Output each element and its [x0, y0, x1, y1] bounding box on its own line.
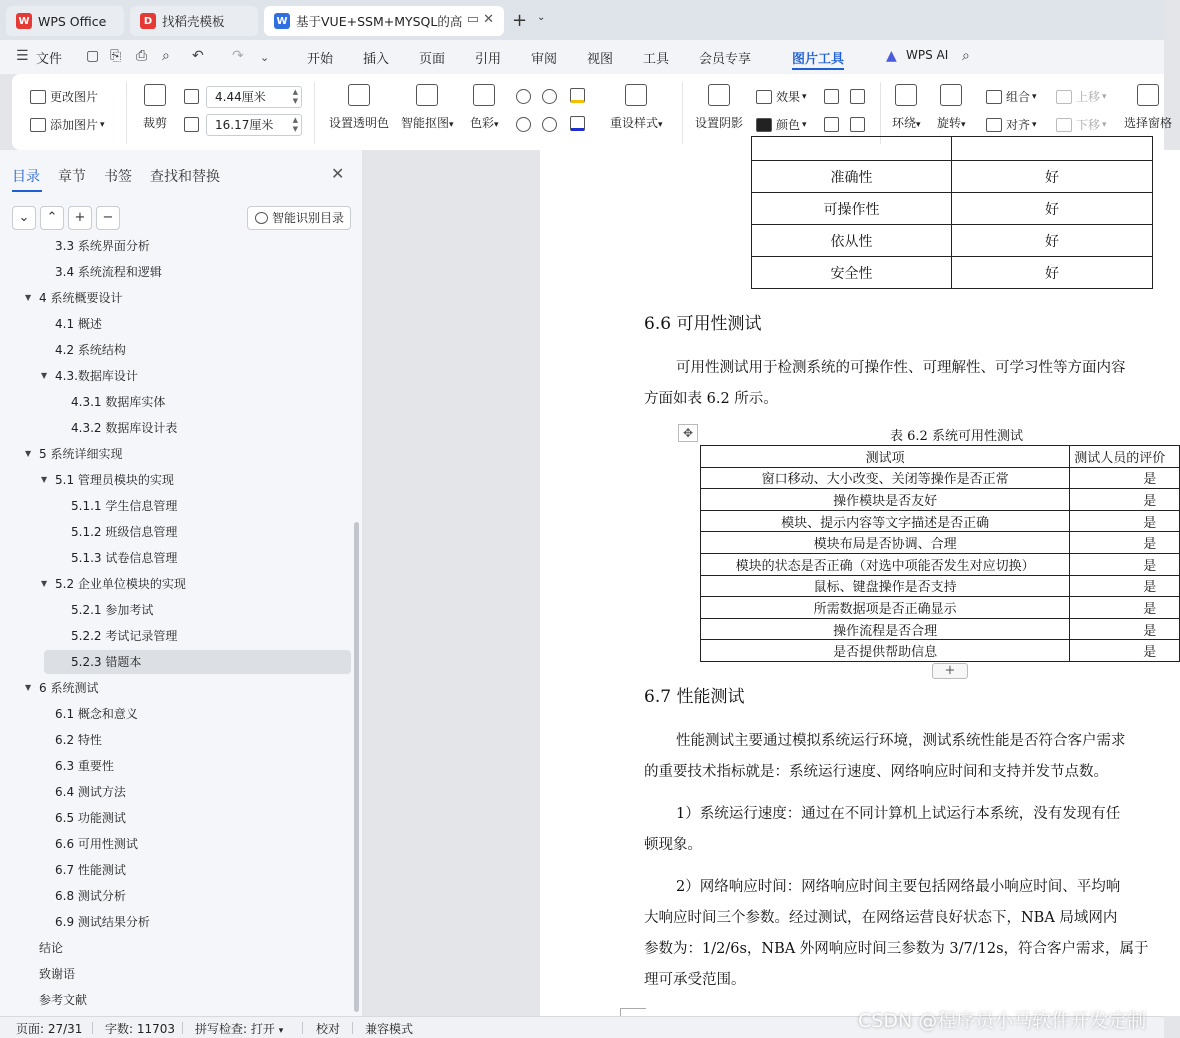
table-cell: 操作模块是否友好	[701, 489, 1070, 511]
align-label: 对齐	[1006, 118, 1031, 132]
tab-document-label: 基于VUE+SSM+MYSQL的高	[296, 14, 463, 29]
toc-label: 6 系统测试	[39, 681, 99, 695]
crop-label: 裁剪	[143, 116, 168, 130]
height-value: 4.44厘米	[215, 90, 266, 104]
color-button[interactable]	[470, 84, 499, 131]
separator	[302, 1022, 303, 1034]
undo-icon[interactable]: ↶	[192, 48, 204, 64]
group-icon	[986, 90, 1002, 104]
menu-reference[interactable]: 引用	[475, 52, 502, 67]
toc-item[interactable]	[39, 936, 63, 960]
cutout-icon	[416, 84, 438, 106]
height-icon	[184, 89, 199, 104]
toc-item[interactable]	[71, 546, 177, 570]
wrap-icon	[895, 84, 917, 106]
tab-close-icon[interactable]: ▭ ✕	[466, 12, 494, 27]
set-shadow-button[interactable]	[695, 84, 743, 131]
toc-label: 4.3.数据库设计	[55, 369, 138, 383]
selection-pane-button[interactable]	[1124, 84, 1172, 131]
toc-item-selected[interactable]	[44, 650, 351, 674]
toc-item[interactable]	[24, 286, 122, 310]
toc-item[interactable]	[71, 598, 153, 622]
docer-logo-icon: D	[140, 13, 156, 29]
reset-style-label: 重设样式▾	[610, 116, 663, 130]
toc-label: 6.6 可用性测试	[55, 837, 138, 851]
page-indicator[interactable]: 页面: 27/31	[16, 1022, 83, 1036]
reset-style-button[interactable]	[610, 84, 663, 131]
active-tab-indicator	[12, 190, 42, 192]
toc-label: 4.3.1 数据库实体	[71, 395, 166, 409]
new-tab-button[interactable]: +	[512, 10, 528, 31]
wps-ai-icon: ▲	[886, 48, 897, 64]
paragraph: 可用性测试用于检测系统的可操作性、可理解性、可学习性等方面内容	[676, 360, 1126, 376]
separator	[314, 82, 315, 144]
move-down-label: 下移	[1076, 118, 1101, 132]
rotate-icon	[940, 84, 962, 106]
toc-label: 5 系统详细实现	[39, 447, 123, 461]
fill-color-button[interactable]: 颜色 ▾	[756, 116, 807, 133]
change-picture-label: 更改图片	[50, 90, 99, 104]
change-picture-button[interactable]	[30, 88, 98, 105]
toc-label: 6.8 测试分析	[55, 889, 126, 903]
smart-toc-button[interactable]	[247, 206, 351, 230]
spinner-icon[interactable]: ▲ ▼	[292, 88, 298, 105]
toc-label: 4.3.2 数据库设计表	[71, 421, 178, 435]
add-table-row-button[interactable]: +	[932, 663, 968, 679]
spinner-icon[interactable]: ▲ ▼	[292, 116, 298, 133]
separator	[92, 1022, 93, 1034]
watermark: CSDN @程序员小马软件开发定制	[858, 1010, 1147, 1032]
menu-review[interactable]: 审阅	[531, 52, 558, 67]
add-picture-button[interactable]: 添加图片 ▾	[30, 116, 105, 133]
set-transparent-label: 设置透明色	[329, 116, 390, 130]
border-color-icon[interactable]	[570, 116, 585, 131]
paragraph: 顿现象。	[644, 837, 702, 853]
align-icon	[986, 118, 1002, 132]
export-icon[interactable]: ⎘	[110, 48, 122, 64]
add-picture-icon	[30, 118, 46, 132]
table-cell: 是	[1070, 575, 1180, 597]
picture-icon	[30, 90, 46, 104]
reset-icon	[625, 84, 647, 106]
evaluation-table	[751, 136, 1153, 289]
tab-bar	[0, 0, 1164, 40]
toc-item[interactable]	[71, 416, 177, 440]
menu-wps-ai[interactable]: WPS AI	[906, 48, 949, 62]
search-icon[interactable]: ⌕	[962, 48, 970, 64]
toc-item[interactable]	[40, 572, 186, 596]
chevron-down-icon[interactable]: ⌄	[537, 12, 546, 23]
paragraph: 2）网络响应时间：网络响应时间主要包括网络最小响应时间、平均响	[676, 879, 1121, 895]
tab-wps-label: WPS Office	[38, 13, 107, 29]
toc-item[interactable]	[55, 910, 150, 934]
spellcheck-label: 拼写检查: 打开	[195, 1022, 275, 1036]
navigation-pane	[0, 150, 362, 1016]
paragraph: 性能测试主要通过模拟系统运行环境，测试系统性能是否符合客户需求	[676, 733, 1126, 749]
toc-label: 5.1 管理员模块的实现	[55, 473, 174, 487]
effects-label: 效果	[776, 90, 801, 104]
toc-label: 6.4 测试方法	[55, 785, 126, 799]
table-cell: 模块、提示内容等文字描述是否正确	[701, 510, 1070, 532]
separator	[126, 82, 127, 144]
toc-label: 4.1 概述	[55, 317, 102, 331]
effects-icon	[756, 90, 772, 104]
toc-item[interactable]	[55, 884, 126, 908]
tab-template-label: 找稻壳模板	[162, 14, 225, 29]
width-value: 16.17厘米	[215, 118, 274, 132]
expand-arrow-icon[interactable]: ▼	[25, 449, 32, 458]
paragraph: 大响应时间三个参数。经过测试，在网络运营良好状态下，NBA 局域网内	[644, 910, 1118, 926]
menu-bar	[0, 40, 1164, 74]
toc-label: 5.2.1 参加考试	[71, 603, 154, 617]
menu-member[interactable]: 会员专享	[699, 52, 752, 67]
toc-label: 5.1.3 试卷信息管理	[71, 551, 178, 565]
table-cell: 是	[1070, 467, 1180, 489]
menu-insert[interactable]: 插入	[363, 52, 390, 67]
toc-label: 参考文献	[39, 993, 88, 1007]
table-cell: 可操作性	[752, 193, 952, 225]
shadow-right-icon[interactable]	[850, 117, 865, 132]
toc-item[interactable]	[55, 312, 102, 336]
height-input[interactable]	[206, 86, 302, 108]
table-cell: 模块布局是否协调、合理	[701, 532, 1070, 554]
table-cell: 是	[1070, 597, 1180, 619]
table-cell: 是否提供帮助信息	[701, 640, 1070, 662]
menu-view[interactable]: 视图	[587, 52, 614, 67]
toc-label: 4.2 系统结构	[55, 343, 126, 357]
paragraph: 方面如表 6.2 所示。	[644, 391, 778, 407]
table-cell: 是	[1070, 489, 1180, 511]
table-cell: 依从性	[752, 225, 952, 257]
table-cell: 是	[1070, 532, 1180, 554]
document-area	[362, 150, 1164, 1016]
set-transparent-button[interactable]	[329, 84, 389, 131]
rotate-label: 旋转▾	[937, 116, 966, 130]
wps-logo-icon: W	[16, 13, 32, 29]
align-button[interactable]: 对齐 ▾	[986, 116, 1037, 133]
fill-color-icon[interactable]	[570, 88, 585, 103]
toc-item[interactable]	[55, 754, 114, 778]
table-cell: 是	[1070, 553, 1180, 575]
table-cell: 好	[952, 257, 1153, 289]
print-preview-icon[interactable]: ⌕	[162, 48, 170, 64]
shadow-left-icon[interactable]	[824, 117, 839, 132]
compat-mode-label: 兼容模式	[365, 1022, 414, 1036]
table-header: 测试人员的评价	[1070, 446, 1180, 468]
toc-item[interactable]	[55, 728, 102, 752]
width-input[interactable]	[206, 114, 302, 136]
toc-item[interactable]	[55, 702, 138, 726]
table-cell: 操作流程是否合理	[701, 618, 1070, 640]
document-page[interactable]	[540, 150, 1180, 1016]
rotate-button[interactable]	[937, 84, 966, 131]
wrap-label: 环绕▾	[892, 116, 921, 130]
smart-icon	[255, 212, 268, 224]
separator	[352, 1022, 353, 1034]
table-cell: 窗口移动、大小改变、关闭等操作是否正常	[701, 467, 1070, 489]
table-cell: 是	[1070, 618, 1180, 640]
toc-label: 3.3 系统界面分析	[55, 239, 150, 253]
active-tab-indicator	[792, 68, 844, 70]
toc-item[interactable]	[40, 468, 174, 492]
toc-label: 6.3 重要性	[55, 759, 114, 773]
print-icon[interactable]: ⎙	[136, 48, 148, 64]
toc-label: 5.2.2 考试记录管理	[71, 629, 178, 643]
menu-start[interactable]: 开始	[307, 52, 334, 67]
fill-color-label: 颜色	[776, 118, 801, 132]
group-button[interactable]: 组合 ▾	[986, 88, 1037, 105]
move-down-icon	[1056, 118, 1072, 132]
table-header: 测试项	[701, 446, 1070, 468]
hamburger-icon[interactable]: ☰	[16, 48, 29, 64]
add-heading-button[interactable]: +	[68, 206, 92, 230]
move-up-label: 上移	[1076, 90, 1101, 104]
table-cell: 好	[952, 161, 1153, 193]
toc-label: 6.9 测试结果分析	[55, 915, 150, 929]
table-cell: 所需数据项是否正确显示	[701, 597, 1070, 619]
table-cell: 准确性	[752, 161, 952, 193]
shadow-icon	[708, 84, 730, 106]
crop-icon	[144, 84, 166, 106]
separator	[682, 82, 683, 144]
toc-item[interactable]	[24, 442, 122, 466]
wrap-button[interactable]	[892, 84, 921, 131]
toc-item[interactable]	[55, 234, 150, 258]
tab-template[interactable]	[130, 6, 258, 36]
shadow-up-icon[interactable]	[824, 89, 839, 104]
chevron-down-icon: ▾	[278, 1026, 284, 1036]
decrease-brightness-icon[interactable]	[542, 117, 557, 132]
add-picture-label: 添加图片	[50, 118, 99, 132]
expand-arrow-icon[interactable]: ▼	[41, 579, 48, 588]
toc-label: 致谢语	[39, 967, 76, 981]
tab-toc[interactable]: 目录	[12, 169, 40, 185]
toc-item[interactable]	[55, 806, 126, 830]
toc-label: 5.2.3 错题本	[71, 655, 142, 669]
toc-item[interactable]	[55, 780, 126, 804]
toc-item[interactable]	[55, 260, 162, 284]
proofread-button[interactable]: 校对	[316, 1022, 341, 1036]
brightness-icon[interactable]	[542, 89, 557, 104]
paragraph: 参数为：1/2/6s，NBA 外网响应时间三参数为 3/7/12s，符合客户需求，属于	[644, 941, 1149, 957]
separator	[880, 82, 881, 144]
table-cell: 好	[952, 225, 1153, 257]
toc-item[interactable]	[71, 494, 177, 518]
toc-item[interactable]	[39, 988, 87, 1012]
sidebar-scrollbar[interactable]	[354, 522, 359, 1012]
toc-item[interactable]	[71, 624, 177, 648]
table-cell: 好	[952, 193, 1153, 225]
toc-label: 6.1 概念和意义	[55, 707, 138, 721]
tab-wps-office[interactable]	[6, 6, 124, 36]
smart-cutout-label: 智能抠图▾	[401, 116, 454, 130]
toc-label: 5.1.1 学生信息管理	[71, 499, 178, 513]
contrast-icon[interactable]	[516, 89, 531, 104]
toc-item[interactable]	[71, 390, 165, 414]
usability-table	[700, 445, 1180, 662]
remove-heading-button[interactable]: −	[96, 206, 120, 230]
table-cell: 安全性	[752, 257, 952, 289]
toc-label: 5.1.2 班级信息管理	[71, 525, 178, 539]
table-cell: 是	[1070, 510, 1180, 532]
menu-picture-tools[interactable]: 图片工具	[792, 52, 845, 67]
transparent-color-icon	[348, 84, 370, 106]
table-move-handle-icon[interactable]: ✥	[678, 424, 698, 442]
toc-item[interactable]	[71, 520, 177, 544]
collapse-up-button[interactable]: ⌃	[40, 206, 64, 230]
tab-chapters[interactable]: 章节	[58, 169, 86, 185]
toc-label: 6.2 特性	[55, 733, 102, 747]
group-label: 组合	[1006, 90, 1031, 104]
table-cell: 模块的状态是否正确（对选中项能否发生对应切换）	[701, 553, 1070, 575]
toc-item[interactable]	[55, 338, 126, 362]
heading-6-7: 6.7 性能测试	[644, 687, 745, 707]
word-count[interactable]: 字数: 11703	[105, 1022, 176, 1036]
shadow-down-icon[interactable]	[850, 89, 865, 104]
toc-label: 5.2 企业单位模块的实现	[55, 577, 186, 591]
color-label: 色彩▾	[470, 116, 499, 130]
table-cell: 鼠标、键盘操作是否支持	[701, 575, 1070, 597]
toc-label: 4 系统概要设计	[39, 291, 123, 305]
menu-tools[interactable]: 工具	[643, 52, 670, 67]
table-cell: 是	[1070, 640, 1180, 662]
toc-item[interactable]	[39, 962, 75, 986]
heading-6-6: 6.6 可用性测试	[644, 314, 762, 334]
smart-cutout-button[interactable]	[401, 84, 454, 131]
effects-button[interactable]: 效果 ▾	[756, 88, 807, 105]
toc-item[interactable]	[24, 676, 98, 700]
move-up-button[interactable]: 上移 ▾	[1056, 88, 1107, 105]
more-icon[interactable]: ⌄	[260, 51, 270, 64]
table-caption: 表 6.2 系统可用性测试	[890, 429, 1023, 444]
toc-label: 3.4 系统流程和逻辑	[55, 265, 162, 279]
expand-arrow-icon[interactable]: ▼	[25, 293, 32, 302]
move-down-button[interactable]: 下移 ▾	[1056, 116, 1107, 133]
spellcheck-toggle[interactable]	[195, 1020, 283, 1037]
paragraph: 1）系统运行速度：通过在不同计算机上试运行本系统，没有发现有任	[676, 806, 1121, 822]
width-icon	[184, 117, 199, 132]
tab-document[interactable]	[264, 6, 504, 36]
toc-item[interactable]	[55, 858, 126, 882]
expand-arrow-icon[interactable]: ▼	[41, 371, 48, 380]
redo-icon[interactable]: ↷	[232, 48, 244, 64]
expand-down-button[interactable]: ⌄	[12, 206, 36, 230]
menu-page[interactable]: 页面	[419, 52, 446, 67]
expand-arrow-icon[interactable]: ▼	[41, 475, 48, 484]
toc-item[interactable]	[55, 832, 138, 856]
crop-button[interactable]	[143, 84, 167, 131]
tab-find-replace[interactable]: 查找和替换	[150, 169, 220, 185]
paragraph: 理可承受范围。	[644, 972, 746, 988]
set-shadow-label: 设置阴影	[695, 116, 744, 130]
increase-brightness-icon[interactable]	[516, 117, 531, 132]
toc-label: 6.5 功能测试	[55, 811, 126, 825]
selection-pane-icon	[1137, 84, 1159, 106]
color-palette-icon	[473, 84, 495, 106]
word-doc-icon: W	[274, 13, 290, 29]
save-icon[interactable]: ▢	[86, 48, 100, 64]
toc-list	[0, 236, 352, 1016]
toc-label: 结论	[39, 941, 64, 955]
toc-item[interactable]	[40, 364, 138, 388]
menu-file[interactable]: 文件	[36, 52, 63, 67]
expand-arrow-icon[interactable]: ▼	[25, 683, 32, 692]
separator	[182, 1022, 183, 1034]
close-icon[interactable]: ✕	[331, 164, 345, 183]
selection-pane-label: 选择窗格	[1124, 116, 1173, 130]
toc-label: 6.7 性能测试	[55, 863, 126, 877]
smart-toc-label: 智能识别目录	[272, 211, 345, 225]
tab-bookmarks[interactable]: 书签	[104, 169, 132, 185]
fill-bucket-icon	[756, 118, 772, 132]
move-up-icon	[1056, 90, 1072, 104]
paragraph: 的重要技术指标就是：系统运行速度、网络响应时间和支持并发节点数。	[644, 764, 1108, 780]
